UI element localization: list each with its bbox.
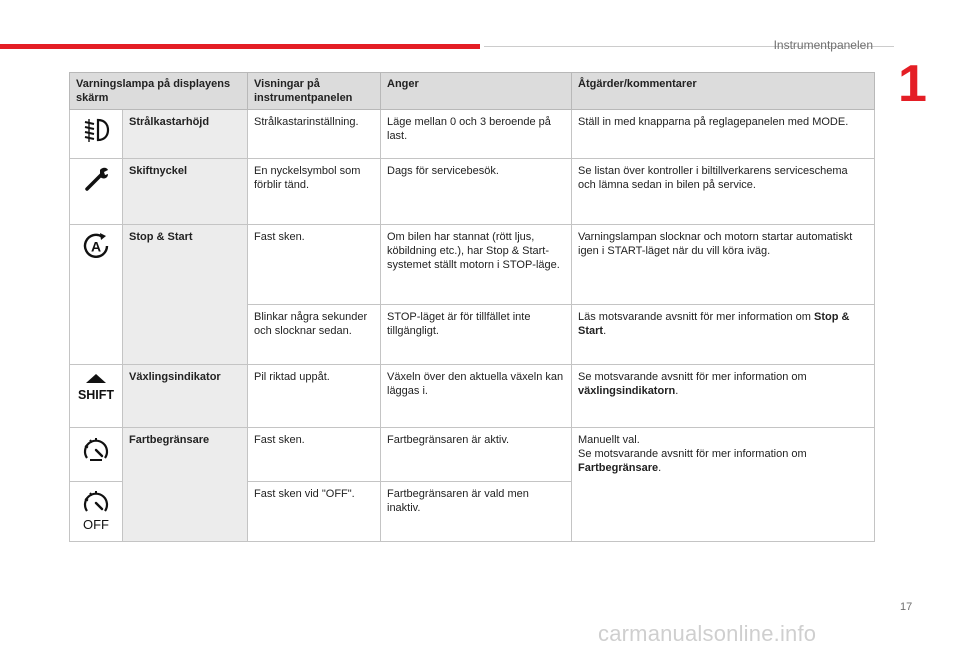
lamp-name: Skiftnyckel	[123, 159, 248, 225]
action-ref: Fartbegränsare	[578, 462, 659, 474]
lamp-name: Fartbegränsare	[123, 428, 248, 542]
header-red-bar	[0, 44, 480, 49]
action-cell	[572, 305, 875, 365]
off-icon-text: OFF	[83, 517, 109, 531]
lamp-name: Stop & Start	[123, 225, 248, 365]
action-cell: Varningslampan slocknar och motorn startar automatiskt igen i START-läget när du vill köra iväg.	[572, 225, 875, 305]
display-cell: Fast sken vid "OFF".	[248, 482, 381, 542]
header-display: Visningar på instrumentpanelen	[248, 73, 381, 110]
watermark: carmanualsonline.info	[598, 621, 817, 646]
action-text: Se motsvarande avsnitt för mer information om	[578, 448, 807, 460]
display-cell: Fast sken.	[248, 428, 381, 482]
action-line: Manuellt val.	[578, 434, 640, 446]
indicates-cell: Om bilen har stannat (rött ljus, köbildning etc.), har Stop & Start-systemet ställt motorn i STOP-läge.	[381, 225, 572, 305]
header-lamp: Varningslampa på displayens skärm	[70, 73, 248, 110]
action-end: .	[658, 462, 662, 474]
shift-indicator-icon	[70, 365, 123, 428]
action-text: Se motsvarande avsnitt för mer information om	[578, 371, 807, 383]
indicates-cell: Fartbegränsaren är aktiv.	[381, 428, 572, 482]
display-cell: Strålkastarinställning.	[248, 110, 381, 159]
chapter-number: 1	[898, 55, 927, 113]
table-header-row	[70, 73, 875, 110]
action-ref: växlingsindikatorn	[578, 385, 676, 397]
indicates-cell: Fartbegränsaren är vald men inaktiv.	[381, 482, 572, 542]
wrench-icon	[70, 159, 123, 225]
action-text: Läs motsvarande avsnitt för mer information om	[578, 311, 814, 323]
svg-text:A: A	[90, 238, 102, 255]
action-cell	[572, 365, 875, 428]
table-row	[70, 110, 875, 159]
action-cell: Ställ in med knapparna på reglagepanelen med MODE.	[572, 110, 875, 159]
section-title: Instrumentpanelen	[773, 38, 873, 52]
shift-icon-text: SHIFT	[77, 388, 115, 402]
action-end: .	[675, 385, 679, 397]
speed-limiter-off-icon	[70, 482, 123, 542]
indicates-cell: Läge mellan 0 och 3 beroende på last.	[381, 110, 572, 159]
table-row	[70, 225, 875, 305]
indicates-cell: Dags för servicebesök.	[381, 159, 572, 225]
display-cell: Fast sken.	[248, 225, 381, 305]
action-cell	[572, 428, 875, 542]
action-end: .	[603, 325, 607, 337]
headlamp-level-icon	[70, 110, 123, 159]
indicates-cell: STOP-läget är för tillfället inte tillgängligt.	[381, 305, 572, 365]
header-indicates: Anger	[381, 73, 572, 110]
speed-limiter-icon	[70, 428, 123, 482]
page-number: 17	[900, 601, 913, 613]
table-row	[70, 159, 875, 225]
display-cell: Pil riktad uppåt.	[248, 365, 381, 428]
table-row	[70, 365, 875, 428]
table-row	[70, 428, 875, 482]
action-cell: Se listan över kontroller i biltillverkarens serviceschema och lämna sedan in bilen på service.	[572, 159, 875, 225]
warning-lamp-table	[69, 72, 875, 542]
stop-start-icon	[70, 225, 123, 365]
header-action: Åtgärder/kommentarer	[572, 73, 875, 110]
lamp-name: Strålkastarhöjd	[123, 110, 248, 159]
lamp-name: Växlingsindikator	[123, 365, 248, 428]
display-cell: Blinkar några sekunder och slocknar sedan.	[248, 305, 381, 365]
action-ref: Stop & Start	[578, 311, 850, 337]
display-cell: En nyckelsymbol som förblir tänd.	[248, 159, 381, 225]
indicates-cell: Växeln över den aktuella växeln kan läggas i.	[381, 365, 572, 428]
